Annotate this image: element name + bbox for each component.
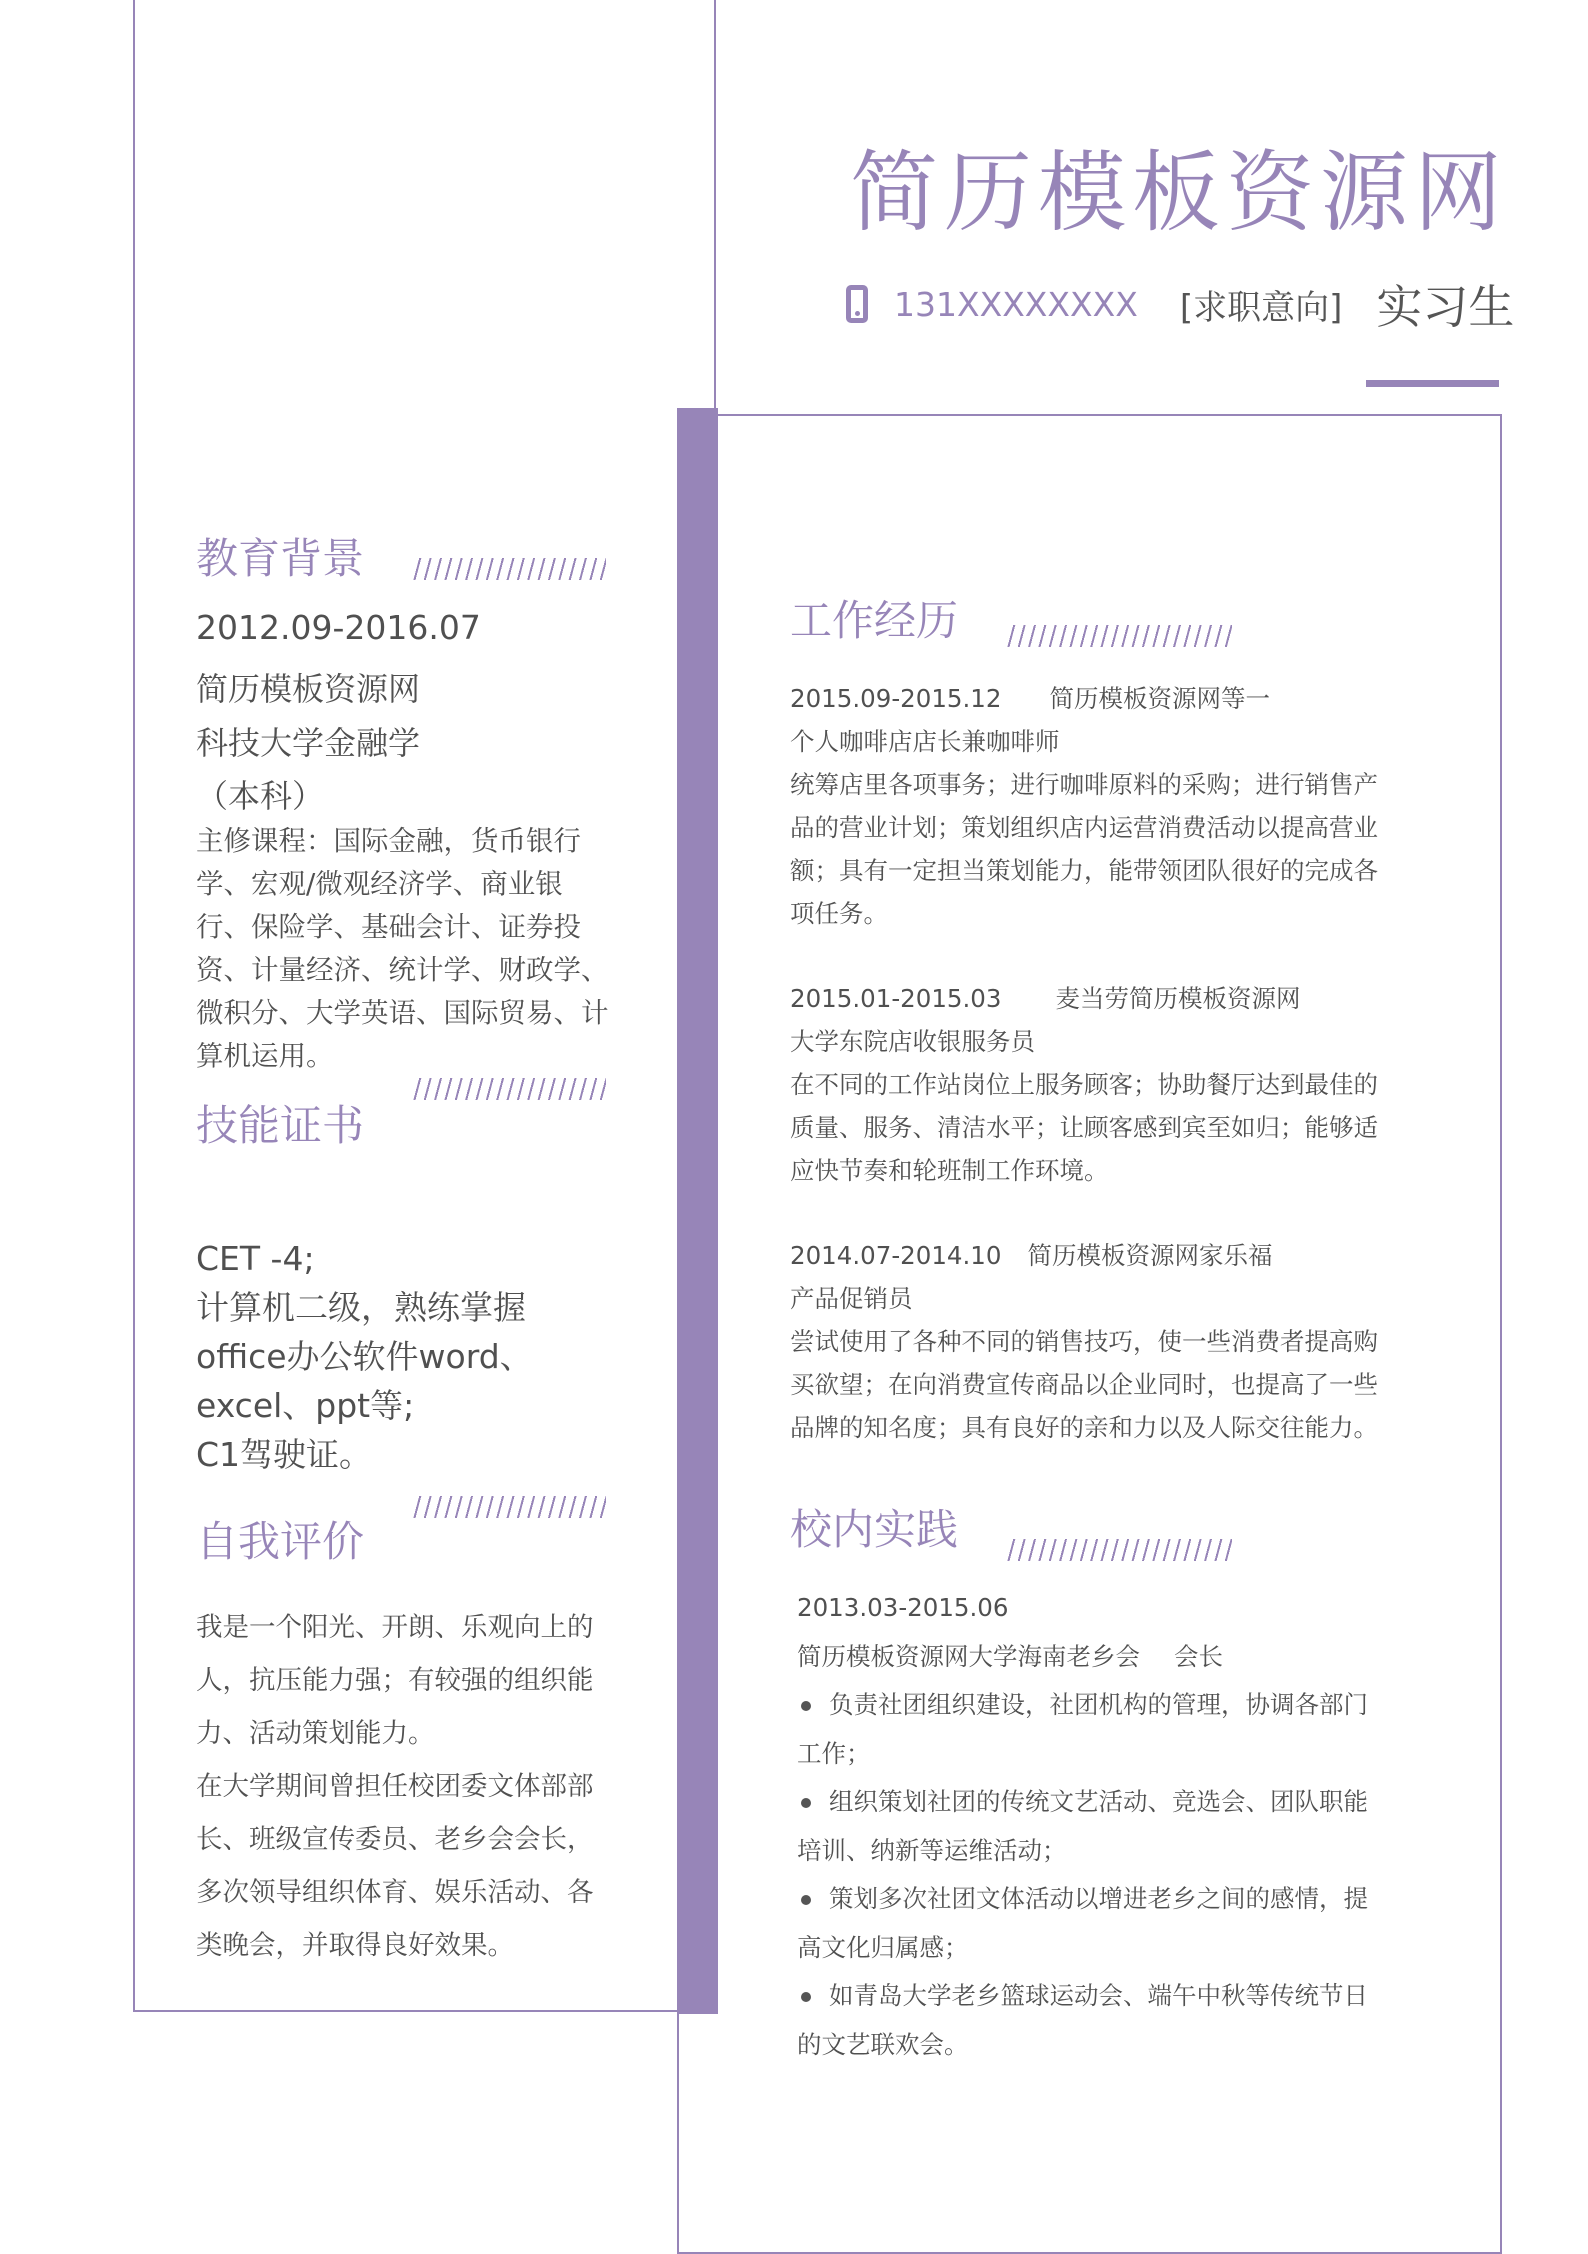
work-desc: 尝试使用了各种不同的销售技巧，使一些消费者提高购买欲望；在向消费宣传商品以企业同时，也提高了一些品牌的知名度；具有良好的亲和力以及人际交往能力。	[790, 1327, 1378, 1442]
work-period: 2015.09-2015.12	[790, 684, 1002, 713]
self-eval-paragraph: 我是一个阳光、开朗、乐观向上的人，抗压能力强；有较强的组织能力、活动策划能力。	[196, 1612, 594, 1749]
job-intent: 实习生	[1376, 280, 1515, 334]
work-title: 工作经历	[790, 596, 959, 645]
work-company: 麦当劳简历模板资源网	[1055, 984, 1301, 1013]
accent-bar	[677, 408, 718, 2014]
bullet-icon	[801, 1798, 811, 1808]
campus-bullet: 如青岛大学老乡篮球运动会、端午中秋等传统节日的文艺联欢会。	[797, 1981, 1368, 2059]
self-eval-title: 自我评价	[196, 1517, 365, 1566]
job-intent-label: [求职意向]	[1179, 287, 1343, 328]
phone-icon	[846, 285, 868, 323]
campus-entry	[797, 1584, 1387, 2069]
education-title: 教育背景	[196, 534, 365, 583]
work-entry	[790, 1234, 1390, 1449]
phone-number: 131XXXXXXXX	[894, 284, 1138, 324]
work-desc: 统筹店里各项事务；进行咖啡原料的采购；进行销售产品的营业计划；策划组织店内运营消费活动以提高营业额；具有一定担当策划能力，能带领团队很好的完成各项任务。	[790, 770, 1378, 928]
resume-name: 简历模板资源网	[849, 141, 1508, 244]
skill-item: CET -4;	[196, 1239, 315, 1278]
work-period: 2015.01-2015.03	[790, 984, 1002, 1013]
campus-bullet: 负责社团组织建设，社团机构的管理，协调各部门工作；	[797, 1690, 1368, 1768]
skill-item: office办公软件word、	[196, 1337, 533, 1376]
work-company: 简历模板资源网家乐福	[1027, 1241, 1273, 1270]
education-degree: （本科）	[196, 777, 325, 815]
decorative-slashes	[412, 1078, 606, 1100]
decorative-slashes	[1006, 1539, 1232, 1561]
header-underline	[1366, 380, 1499, 387]
bullet-icon	[801, 1992, 811, 2002]
campus-org: 简历模板资源网大学海南老乡会	[797, 1641, 1140, 1671]
work-role: 大学东院店收银服务员	[790, 1027, 1035, 1056]
education-courses: 主修课程：国际金融，货币银行学、宏观/微观经济学、商业银行、保险学、基础会计、证券投资、计量经济、统计学、财政学、微积分、大学英语、国际贸易、计算机运用。	[196, 825, 609, 1072]
education-major: 科技大学金融学	[196, 724, 421, 762]
skills-list	[196, 1234, 533, 1479]
campus-bullet: 组织策划社团的传统文艺活动、竞选会、团队职能培训、纳新等运维活动；	[797, 1787, 1368, 1865]
decorative-slashes	[412, 558, 606, 580]
work-desc: 在不同的工作站岗位上服务顾客；协助餐厅达到最佳的质量、服务、清洁水平；让顾客感到宾至如归；能够适应快节奏和轮班制工作环境。	[790, 1070, 1378, 1185]
work-entry	[790, 677, 1390, 935]
work-role: 产品促销员	[790, 1284, 913, 1313]
campus-title: 校内实践	[790, 1505, 959, 1554]
work-entry	[790, 977, 1390, 1192]
skill-item: excel、ppt等;	[196, 1386, 415, 1425]
education-school: 简历模板资源网	[196, 670, 421, 708]
skill-item: 计算机二级，熟练掌握	[196, 1288, 526, 1327]
skills-title: 技能证书	[196, 1101, 365, 1150]
decorative-slashes	[1006, 625, 1232, 647]
work-role: 个人咖啡店店长兼咖啡师	[790, 727, 1060, 756]
self-eval-text	[196, 1601, 601, 1972]
skill-item: C1驾驶证。	[196, 1435, 373, 1474]
work-company: 简历模板资源网等一	[1049, 684, 1270, 713]
bullet-icon	[801, 1701, 811, 1711]
self-eval-paragraph: 在大学期间曾担任校团委文体部部长、班级宣传委员、老乡会会长，多次领导组织体育、娱乐活动、各类晚会，并取得良好效果。	[196, 1771, 594, 1961]
campus-period: 2013.03-2015.06	[797, 1593, 1009, 1622]
contact-line	[846, 278, 1515, 334]
decorative-slashes	[412, 1496, 606, 1518]
campus-bullet: 策划多次社团文体活动以增进老乡之间的感情，提高文化归属感；	[797, 1884, 1368, 1962]
education-period: 2012.09-2016.07	[196, 608, 481, 647]
bullet-icon	[801, 1895, 811, 1905]
work-period: 2014.07-2014.10	[790, 1241, 1002, 1270]
campus-position: 会长	[1174, 1641, 1223, 1671]
